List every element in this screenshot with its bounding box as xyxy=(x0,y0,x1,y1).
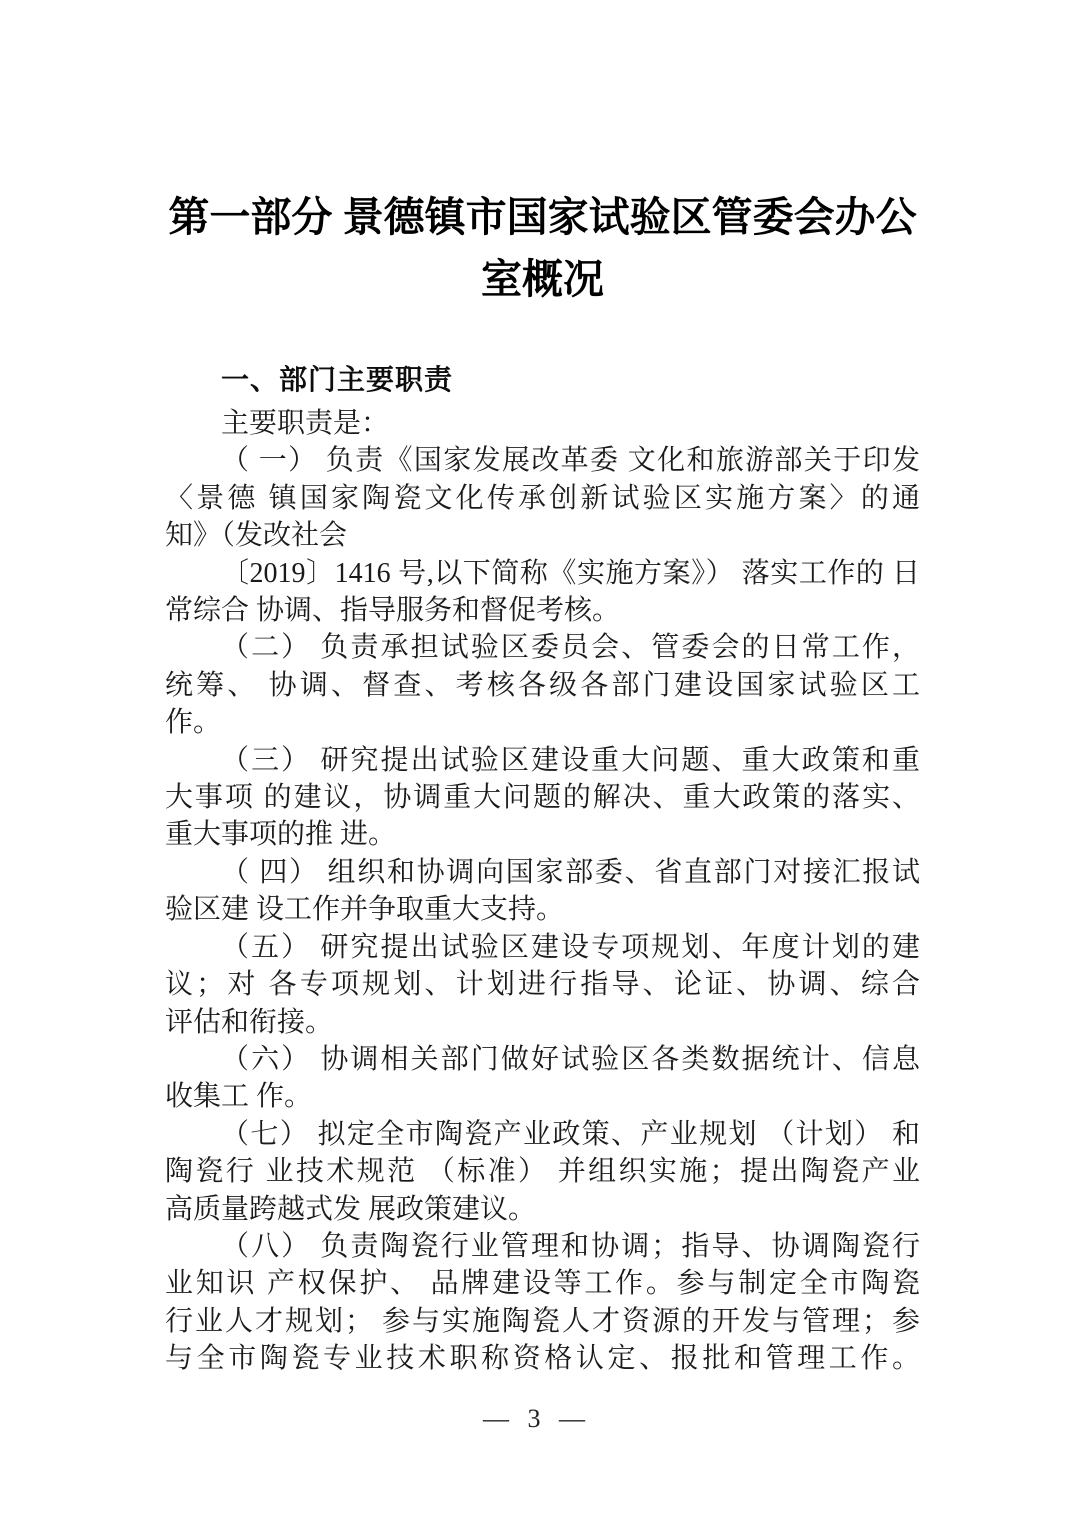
text-line: （ 一） 负责《国家发展改革委 文化和旅游部关于印发 xyxy=(221,445,920,477)
section-heading: 一、部门主要职责 xyxy=(221,364,454,395)
text-line: 行业人才规划； 参与实施陶瓷人才资源的开发与管理；参 xyxy=(165,1305,920,1337)
document-title xyxy=(165,186,920,310)
text-line: （六） 协调相关部门做好试验区各类数据统计、信息 xyxy=(221,1043,920,1075)
text-line: 高质量跨越式发 展政策建议。 xyxy=(165,1193,537,1225)
text-line: （二） 负责承担试验区委员会、管委会的日常工作， xyxy=(221,632,920,664)
text-line: 评估和衔接。 xyxy=(165,1006,334,1038)
text-line: 作。 xyxy=(165,707,222,739)
text-line: 验区建 设工作并争取重大支持。 xyxy=(165,894,565,926)
text-line: 陶瓷行 业技术规范 （标准） 并组织实施；提出陶瓷产业 xyxy=(165,1156,920,1188)
text-line: 常综合 协调、指导服务和督促考核。 xyxy=(165,595,621,627)
page-footer xyxy=(0,1404,1074,1434)
text-line: 〈景德 镇国家陶瓷文化传承创新试验区实施方案〉的通 xyxy=(165,482,920,514)
text-line: 收集工 作。 xyxy=(165,1081,313,1113)
text-line: （三） 研究提出试验区建设重大问题、重大政策和重 xyxy=(221,744,920,776)
document-title-line-2: 室概况 xyxy=(481,256,604,302)
text-line: （ 四） 组织和协调向国家部委、省直部门对接汇报试 xyxy=(221,856,920,888)
text-line: （八） 负责陶瓷行业管理和协调；指导、协调陶瓷行 xyxy=(221,1230,920,1262)
page-number: — 3 — xyxy=(483,1404,591,1433)
document-title-line-1: 第一部分 景德镇市国家试验区管委会办公 xyxy=(168,194,917,240)
text-line: 与全市陶瓷专业技术职称资格认定、报批和管理工作。 xyxy=(165,1343,920,1375)
text-line: 重大事项的推 进。 xyxy=(165,819,397,851)
text-line: 大事项 的建议，协调重大问题的解决、重大政策的落实、 xyxy=(165,782,920,814)
page-content xyxy=(165,186,920,1378)
text-line: 〔2019〕1416 号,以下简称《实施方案》） 落实工作的 日 xyxy=(221,557,920,589)
text-line: （七） 拟定全市陶瓷产业政策、产业规划 （计划） 和 xyxy=(221,1118,920,1150)
text-line: （五） 研究提出试验区建设专项规划、年度计划的建 xyxy=(221,931,920,963)
body-lines xyxy=(165,405,920,1378)
text-line: 统筹、 协调、督查、考核各级各部门建设国家试验区工 xyxy=(165,669,920,701)
text-line: 议；对 各专项规划、计划进行指导、论证、协调、综合 xyxy=(165,969,920,1001)
text-line: 业知识 产权保护、 品牌建设等工作。参与制定全市陶瓷 xyxy=(165,1268,920,1300)
text-line: 知》（发改社会 xyxy=(165,520,348,552)
text-line: 主要职责是： xyxy=(221,408,390,439)
